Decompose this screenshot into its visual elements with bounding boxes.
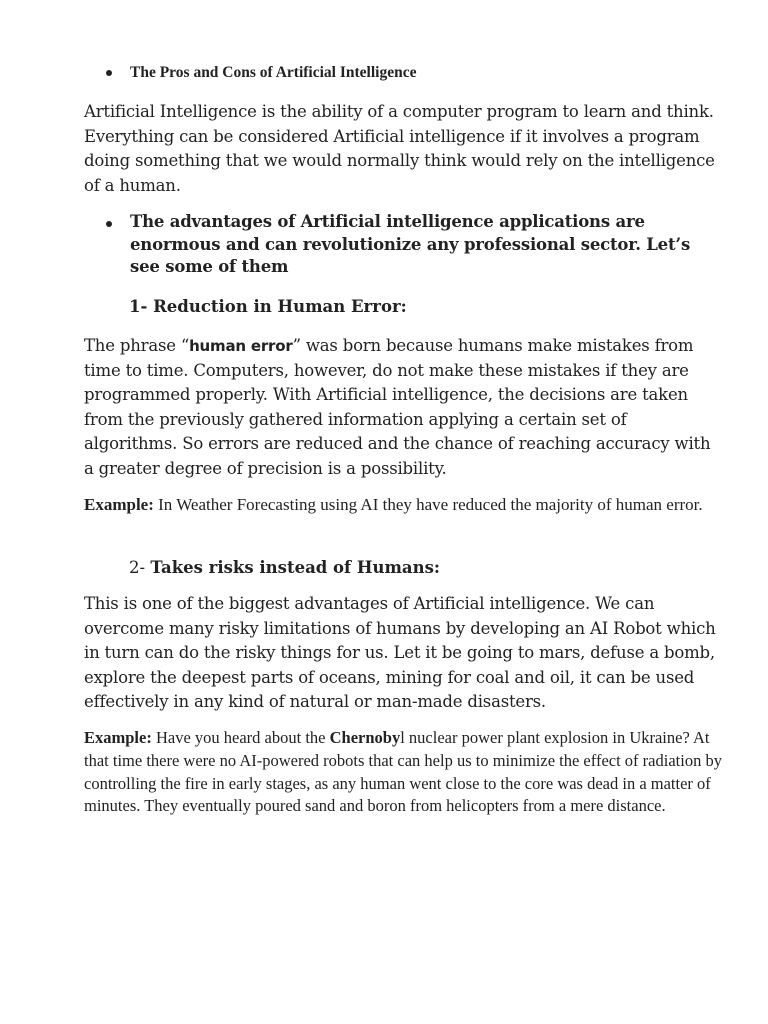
example-text: In Weather Forecasting using AI they have reduced the majority of human error.: [153, 495, 703, 514]
title-text: The Pros and Cons of Artificial Intelligence: [130, 64, 417, 81]
section1-heading: 1- Reduction in Human Error:: [129, 297, 407, 316]
section1-text-rest: ” was born because humans make mistakes from time to time. Computers, however, do not make these mistakes if they are programmed properly. With Artificial intelligence, the decisions are taken from the previously gathered information applying a certain set of algorithms. So errors are reduced and the chance of reaching accuracy with a greater degree of precision is a possibility.: [84, 336, 711, 478]
section2-example: [84, 727, 724, 818]
section2-title: Takes risks instead of Humans:: [150, 558, 441, 577]
example-label: Example:: [84, 728, 152, 747]
section2-paragraph: This is one of the biggest advantages of Artificial intelligence. We can overcome many risky limitations of humans by developing an AI Robot which in turn can do the risky things for us. Let it be going to mars, defuse a bomb, explore the deepest parts of oceans, mining for coal and oil, it can be used effectively in any kind of natural or man-made disasters.: [84, 594, 716, 711]
section1-example: [84, 493, 724, 517]
example-text-rest: l nuclear power plant explosion in Ukraine? At that time there were no AI-powered robots that can help us to minimize the effect of radiation by controlling the fire in early stages, as any human went close to the core was dead in a matter of minutes. They eventually poured sand and boron from helicopters from a mere distance.: [84, 728, 722, 816]
section1-text-start: The phrase “: [84, 336, 190, 355]
chernobyl-term: Chernoby: [329, 728, 401, 747]
advantages-text: The advantages of Artificial intelligence applications are enormous and can revolutionize any professional sector. Let’s see some of them: [130, 212, 691, 276]
example-text-start: Have you heard about the: [151, 728, 330, 747]
title-bullet: [84, 62, 724, 84]
human-error-term: human error: [189, 337, 293, 355]
section2-number: 2-: [129, 558, 151, 577]
section1-paragraph: [84, 334, 724, 481]
section2-heading: [129, 556, 440, 580]
advantages-bullet: [84, 211, 724, 279]
intro-paragraph: Artificial Intelligence is the ability of a computer program to learn and think. Everything can be considered Artificial intelligence if it involves a program doing something that we would normally think would rely on the intelligence of a human.: [84, 102, 715, 195]
example-label: Example:: [84, 495, 154, 514]
